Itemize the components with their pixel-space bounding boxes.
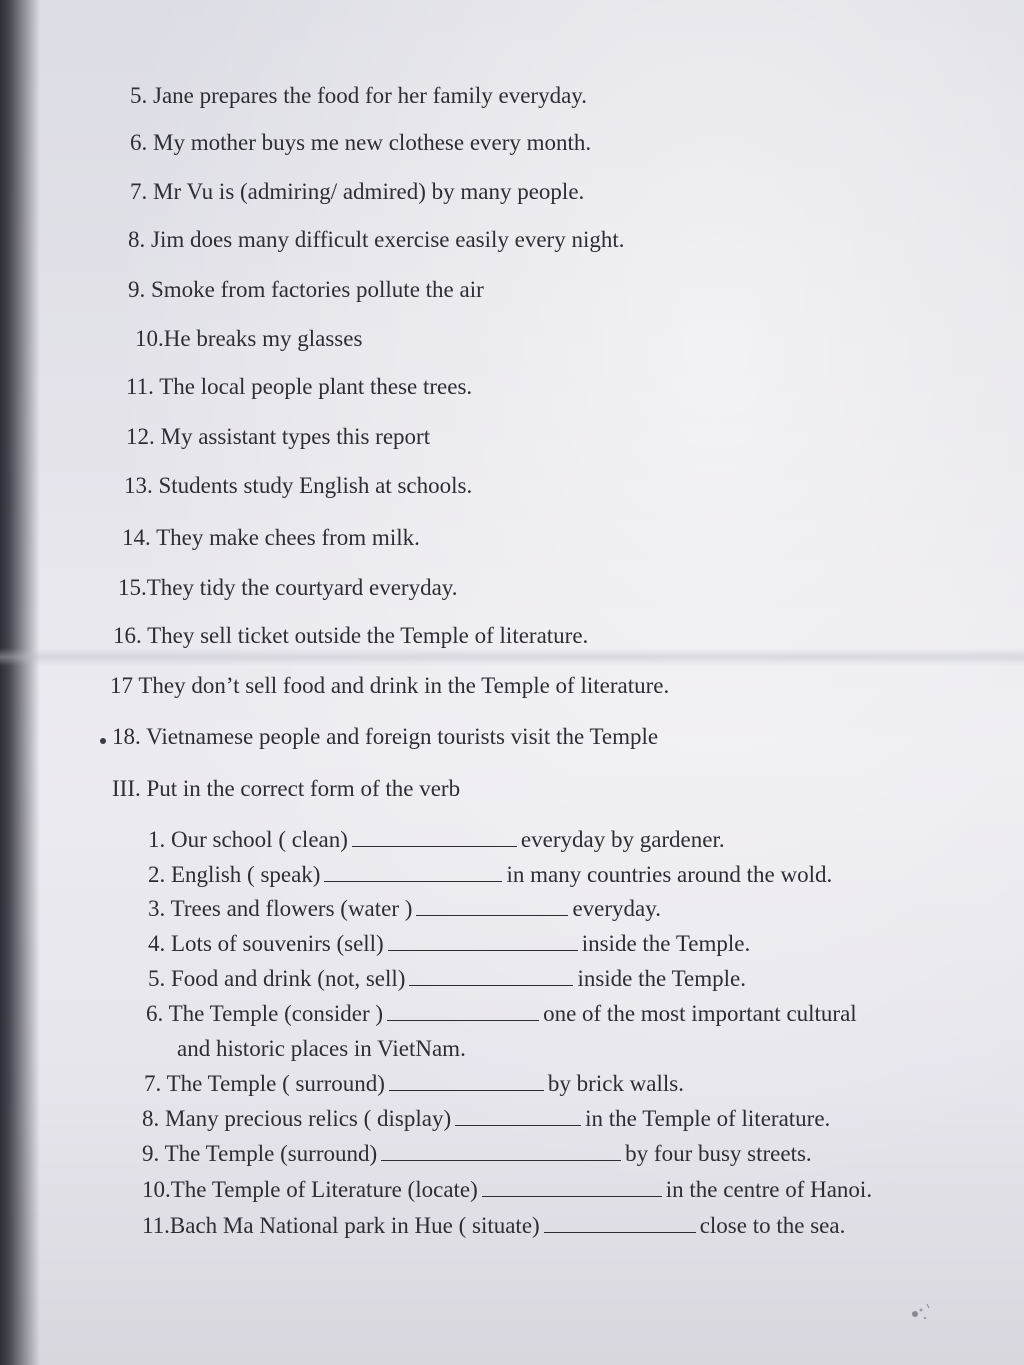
answer-blank[interactable] — [389, 1070, 544, 1091]
ink-smudge-icon — [905, 1300, 935, 1328]
item-continuation: in the Temple of literature. — [585, 1106, 831, 1131]
exercise-item — [148, 930, 750, 958]
sentence-15: 15.They tidy the courtyard everyday. — [118, 575, 458, 600]
item-prompt: 6. The Temple (consider ) — [146, 1001, 384, 1026]
sentence-16: 16. They sell ticket outside the Temple of literature. — [113, 623, 589, 648]
answer-blank[interactable] — [482, 1176, 662, 1197]
exercise-item — [148, 895, 661, 923]
sentence-13: 13. Students study English at schools. — [124, 473, 473, 498]
section-heading: III. Put in the correct form of the verb — [112, 776, 461, 801]
sentence-5: 5. Jane prepares the food for her family everyday. — [130, 83, 588, 108]
item-continuation: one of the most important cultural — [543, 1001, 857, 1026]
exercise-item — [144, 1070, 684, 1098]
exercise-item — [142, 1140, 812, 1168]
item-continuation: by four busy streets. — [625, 1141, 812, 1166]
item-prompt: 8. Many precious relics ( display) — [142, 1106, 452, 1131]
answer-blank[interactable] — [416, 895, 568, 916]
sentence-14: 14. They make chees from milk. — [122, 525, 420, 550]
exercise-item-continuation-line — [177, 1035, 466, 1063]
page-edge-shadow — [0, 0, 40, 1365]
sentence-8: 8. Jim does many difficult exercise easily every night. — [128, 227, 625, 252]
sentence-11: 11. The local people plant these trees. — [126, 374, 473, 399]
item-prompt: and historic places in VietNam. — [177, 1036, 466, 1061]
answer-blank[interactable] — [544, 1212, 696, 1233]
answer-blank[interactable] — [455, 1105, 581, 1126]
exercise-item — [148, 826, 725, 854]
exercise-item — [142, 1212, 845, 1240]
bullet-mark — [100, 738, 106, 744]
exercise-item — [148, 965, 746, 993]
item-prompt: 9. The Temple (surround) — [142, 1141, 378, 1166]
item-prompt: 1. Our school ( clean) — [148, 827, 348, 852]
sentence-9: 9. Smoke from factories pollute the air — [128, 277, 484, 302]
item-prompt: 11.Bach Ma National park in Hue ( situate) — [142, 1213, 540, 1238]
item-prompt: 7. The Temple ( surround) — [144, 1071, 385, 1096]
item-continuation: in the centre of Hanoi. — [665, 1177, 873, 1202]
paper-fold — [0, 648, 1024, 666]
answer-blank[interactable] — [352, 826, 517, 847]
sentence-17: 17 They don’t sell food and drink in the Temple of literature. — [110, 673, 670, 698]
exercise-item — [146, 1000, 857, 1028]
sentence-18: 18. Vietnamese people and foreign tourists visit the Temple — [112, 724, 659, 749]
item-continuation: in many countries around the wold. — [506, 862, 833, 887]
exercise-item — [148, 861, 832, 889]
item-prompt: 2. English ( speak) — [148, 862, 321, 887]
item-prompt: 10.The Temple of Literature (locate) — [142, 1177, 478, 1202]
item-continuation: inside the Temple. — [577, 966, 746, 991]
answer-blank[interactable] — [388, 930, 578, 951]
item-continuation: close to the sea. — [699, 1213, 846, 1238]
item-prompt: 5. Food and drink (not, sell) — [148, 966, 406, 991]
sentence-10: 10.He breaks my glasses — [135, 326, 363, 351]
exercise-item — [142, 1105, 830, 1133]
item-continuation: by brick walls. — [547, 1071, 684, 1096]
exercise-item — [142, 1176, 872, 1204]
sentence-6: 6. My mother buys me new clothese every month. — [130, 130, 592, 155]
item-prompt: 4. Lots of souvenirs (sell) — [148, 931, 384, 956]
answer-blank[interactable] — [409, 965, 573, 986]
item-continuation: inside the Temple. — [581, 931, 751, 956]
answer-blank[interactable] — [387, 1000, 539, 1021]
item-continuation: everyday by gardener. — [520, 827, 725, 852]
item-continuation: everyday. — [572, 896, 661, 921]
sentence-12: 12. My assistant types this report — [126, 424, 431, 449]
answer-blank[interactable] — [381, 1140, 621, 1161]
sentence-7: 7. Mr Vu is (admiring/ admired) by many people. — [130, 179, 585, 204]
answer-blank[interactable] — [324, 861, 502, 882]
item-prompt: 3. Trees and flowers (water ) — [148, 896, 413, 921]
